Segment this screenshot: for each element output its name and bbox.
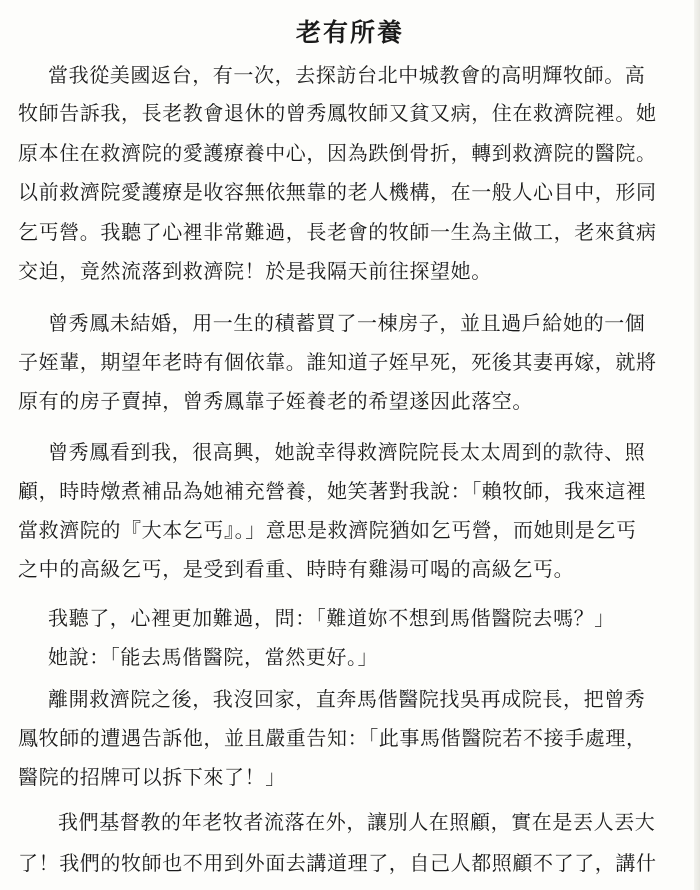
paragraph-line: 原本住在救濟院的愛護療養中心，因為跌倒骨折，轉到救濟院的醫院。 [18,141,657,165]
paragraph-line: 我們基督教的年老牧者流落在外，讓別人在照顧，實在是丟人丟大 [58,810,656,834]
paragraph-line: 離開救濟院之後，我沒回家，直奔馬偕醫院找吳再成院長，把曾秀 [48,687,646,711]
page-edge-shadow [694,0,700,890]
paragraph-line: 當救濟院的『大本乞丐』。」意思是救濟院猶如乞丐營，而她則是乞丐 [18,518,637,542]
paragraph-line: 了！我們的牧師也不用到外面去講道理了，自己人都照顧不了了，講什 [18,851,657,875]
paragraph-line: 顧，時時燉煮補品為她補充營養，她笑著對我說：「賴牧師，我來這裡 [18,479,647,503]
paragraph-line: 之中的高級乞丐，是受到看重、時時有雞湯可喝的高級乞丐。 [18,557,575,581]
paragraph-line: 乞丐營。我聽了心裡非常難過，長老會的牧師一生為主做工，老來貧病 [18,220,657,244]
paragraph-line: 子姪輩，期望年老時有個依靠。誰知道子姪早死，死後其妻再嫁，就將 [18,350,657,374]
paragraph-line: 牧師告訴我，長老教會退休的曾秀鳳牧師又貧又病，住在救濟院裡。她 [18,101,657,125]
paragraph-line: 交迫，竟然流落到救濟院！於是我隔天前往探望她。 [18,259,492,283]
paragraph-line: 她說：「能去馬偕醫院，當然更好。」 [48,645,379,669]
paragraph-line: 醫院的招牌可以拆下來了！」 [18,765,286,789]
paragraph-line: 當我從美國返台，有一次，去探訪台北中城教會的高明輝牧師。高 [48,63,646,87]
paragraph-line: 以前救濟院愛護療是收容無依無靠的老人機構，在一般人心目中，形同 [18,180,657,204]
paragraph-line: 原有的房子賣掉，曾秀鳳靠子姪養老的希望遂因此落空。 [18,389,533,413]
page-title: 老有所養 [295,18,404,47]
paragraph-line: 曾秀鳳未結婚，用一生的積蓄買了一棟房子，並且過戶給她的一個 [48,311,646,335]
paragraph-line: 鳳牧師的遭遇告訴他，並且嚴重告知：「此事馬偕醫院若不接手處理， [18,726,647,750]
paragraph-line: 曾秀鳳看到我，很高興，她說幸得救濟院院長太太周到的款待、照 [48,440,646,464]
paragraph-line: 我聽了，心裡更加難過，問：「難道妳不想到馬偕醫院去嗎？」 [48,606,615,630]
